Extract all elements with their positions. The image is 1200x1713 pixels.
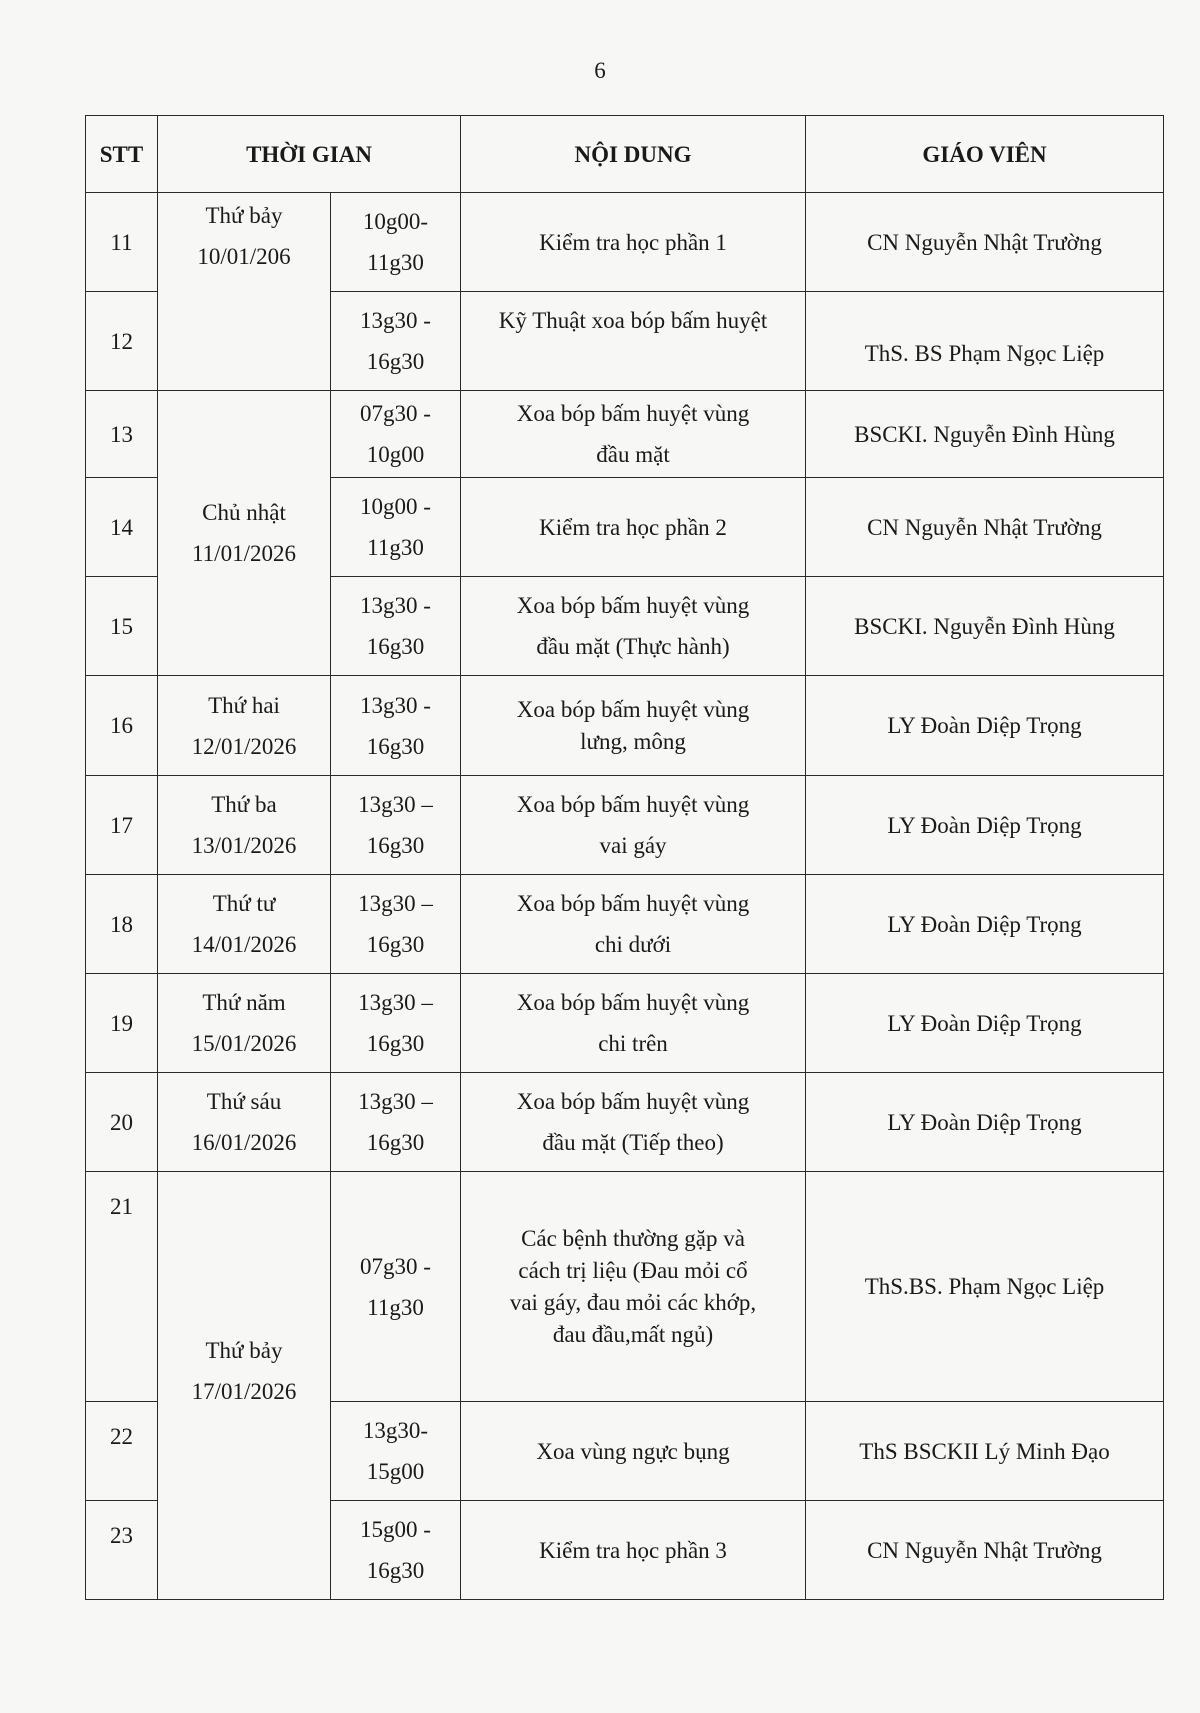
time-to: 16g30 [366, 833, 425, 858]
content-line: Xoa bóp bấm huyệt vùng [516, 990, 750, 1015]
content-line: Xoa bóp bấm huyệt vùng [516, 792, 750, 817]
day-label: Thứ sáu [206, 1089, 282, 1114]
content-cell [461, 292, 806, 391]
time-from: 13g30- [362, 1418, 429, 1443]
time-to: 16g30 [366, 634, 425, 659]
time-to: 15g00 [366, 1459, 425, 1484]
page-number: 6 [594, 58, 606, 83]
time-to: 16g30 [366, 349, 425, 374]
content-cell: Kiểm tra học phần 3 [461, 1501, 806, 1600]
schedule-table [85, 115, 1164, 1600]
day-label: Thứ bảy [205, 203, 283, 228]
content-line: vai gáy [599, 833, 667, 858]
teacher-cell: ThS.BS. Phạm Ngọc Liệp [806, 1172, 1164, 1402]
table-row [86, 676, 1164, 776]
date-label: 14/01/2026 [191, 932, 297, 957]
date-label: 15/01/2026 [191, 1031, 297, 1056]
content-cell: Kiểm tra học phần 1 [461, 193, 806, 292]
date-cell [158, 1172, 331, 1600]
content-line: Xoa bóp bấm huyệt vùng [516, 696, 750, 722]
teacher-cell: CN Nguyễn Nhật Trường [806, 1501, 1164, 1600]
time-from: 10g00 - [360, 494, 431, 519]
header-row [86, 116, 1164, 193]
time-to: 16g30 [366, 932, 425, 957]
stt-cell: 16 [86, 676, 158, 776]
content-cell [461, 577, 806, 676]
stt-cell: 12 [86, 292, 158, 391]
time-from: 13g30 – [358, 1089, 433, 1114]
content-line: Các bệnh thường gặp và [521, 1225, 745, 1251]
teacher-cell: CN Nguyễn Nhật Trường [806, 193, 1164, 292]
stt-cell: 19 [86, 974, 158, 1073]
date-label: 17/01/2026 [191, 1378, 297, 1404]
content-line: đau đầu,mất ngủ) [552, 1321, 714, 1347]
time-cell [331, 193, 461, 292]
date-cell [158, 193, 331, 391]
time-to: 11g30 [367, 1294, 424, 1320]
time-from: 13g30 - [360, 308, 431, 333]
time-from: 13g30 – [358, 891, 433, 916]
content-line: Xoa bóp bấm huyệt vùng [516, 401, 750, 426]
time-to: 16g30 [366, 1031, 425, 1056]
date-cell [158, 875, 331, 974]
content-cell: Xoa vùng ngực bụng [461, 1402, 806, 1501]
content-line: đầu mặt [596, 442, 670, 467]
content-cell [461, 1073, 806, 1172]
time-from: 13g30 – [358, 792, 433, 817]
time-from: 10g00- [362, 209, 429, 234]
table-row [86, 193, 1164, 292]
content-cell [461, 875, 806, 974]
time-cell [331, 974, 461, 1073]
content-cell [461, 676, 806, 776]
time-cell [331, 577, 461, 676]
stt-cell: 15 [86, 577, 158, 676]
content-line: chi trên [598, 1031, 668, 1056]
teacher-cell: LY Đoàn Diệp Trọng [806, 974, 1164, 1073]
day-label: Thứ năm [202, 990, 286, 1015]
time-cell [331, 1501, 461, 1600]
teacher-cell: BSCKI. Nguyễn Đình Hùng [806, 577, 1164, 676]
content-line: chi dưới [594, 932, 672, 957]
date-label: 16/01/2026 [191, 1130, 297, 1155]
stt-cell: 22 [86, 1402, 158, 1501]
content-cell [461, 1172, 806, 1402]
time-cell [331, 478, 461, 577]
time-cell [331, 1172, 461, 1402]
time-to: 11g30 [367, 250, 424, 275]
date-cell [158, 1073, 331, 1172]
content-line: đầu mặt (Thực hành) [536, 634, 730, 659]
content-line: vai gáy, đau mỏi các khớp, [509, 1289, 757, 1315]
stt-cell: 14 [86, 478, 158, 577]
content-text: Kỹ Thuật xoa bóp bấm huyệt [498, 308, 768, 333]
time-from: 13g30 – [358, 990, 433, 1015]
header-time: THỜI GIAN [158, 116, 461, 193]
time-from: 13g30 - [360, 593, 431, 618]
time-to: 16g30 [366, 1130, 425, 1155]
content-line: Xoa bóp bấm huyệt vùng [516, 593, 750, 618]
time-from: 07g30 - [360, 401, 431, 426]
content-line: Xoa bóp bấm huyệt vùng [516, 1089, 750, 1114]
date-label: 10/01/206 [197, 244, 291, 269]
day-label: Thứ ba [211, 792, 277, 817]
stt-cell: 20 [86, 1073, 158, 1172]
table-row [86, 974, 1164, 1073]
teacher-text: ThS. BS Phạm Ngọc Liệp [864, 340, 1105, 366]
day-label: Chủ nhật [202, 500, 286, 525]
time-cell [331, 391, 461, 478]
time-to: 16g30 [366, 1558, 425, 1583]
content-line: đầu mặt (Tiếp theo) [542, 1130, 724, 1155]
time-to: 16g30 [366, 733, 425, 759]
time-from: 13g30 - [360, 692, 431, 718]
date-cell [158, 391, 331, 676]
day-label: Thứ tư [212, 891, 276, 916]
time-cell [331, 776, 461, 875]
date-cell [158, 974, 331, 1073]
teacher-cell: CN Nguyễn Nhật Trường [806, 478, 1164, 577]
header-teacher: GIÁO VIÊN [806, 116, 1164, 193]
header-content: NỘI DUNG [461, 116, 806, 193]
date-label: 11/01/2026 [192, 541, 296, 566]
teacher-cell: LY Đoàn Diệp Trọng [806, 875, 1164, 974]
teacher-cell: ThS BSCKII Lý Minh Đạo [806, 1402, 1164, 1501]
table-row [86, 1073, 1164, 1172]
teacher-cell: LY Đoàn Diệp Trọng [806, 776, 1164, 875]
teacher-cell: LY Đoàn Diệp Trọng [806, 1073, 1164, 1172]
date-label: 13/01/2026 [191, 833, 297, 858]
day-label: Thứ bảy [205, 1337, 283, 1363]
table-row [86, 391, 1164, 478]
content-cell [461, 391, 806, 478]
time-cell [331, 1402, 461, 1501]
time-from: 07g30 - [360, 1253, 431, 1279]
teacher-cell [806, 292, 1164, 391]
table-row [86, 776, 1164, 875]
stt-cell: 23 [86, 1501, 158, 1600]
time-cell [331, 676, 461, 776]
stt-cell: 21 [86, 1172, 158, 1402]
time-cell [331, 1073, 461, 1172]
time-cell [331, 292, 461, 391]
content-cell [461, 776, 806, 875]
stt-cell: 17 [86, 776, 158, 875]
time-from: 15g00 - [360, 1517, 431, 1542]
teacher-cell: BSCKI. Nguyễn Đình Hùng [806, 391, 1164, 478]
date-label: 12/01/2026 [191, 733, 297, 759]
date-cell [158, 676, 331, 776]
stt-cell: 11 [86, 193, 158, 292]
teacher-cell: LY Đoàn Diệp Trọng [806, 676, 1164, 776]
content-line: cách trị liệu (Đau mỏi cổ [518, 1257, 748, 1283]
table-row [86, 875, 1164, 974]
time-to: 10g00 [366, 442, 425, 467]
content-line: lưng, mông [580, 728, 686, 754]
time-cell [331, 875, 461, 974]
table-row [86, 1172, 1164, 1402]
content-line: Xoa bóp bấm huyệt vùng [516, 891, 750, 916]
stt-cell: 13 [86, 391, 158, 478]
date-cell [158, 776, 331, 875]
day-label: Thứ hai [208, 692, 280, 718]
content-cell: Kiểm tra học phần 2 [461, 478, 806, 577]
stt-cell: 18 [86, 875, 158, 974]
header-stt: STT [86, 116, 158, 193]
time-to: 11g30 [367, 535, 424, 560]
content-cell [461, 974, 806, 1073]
